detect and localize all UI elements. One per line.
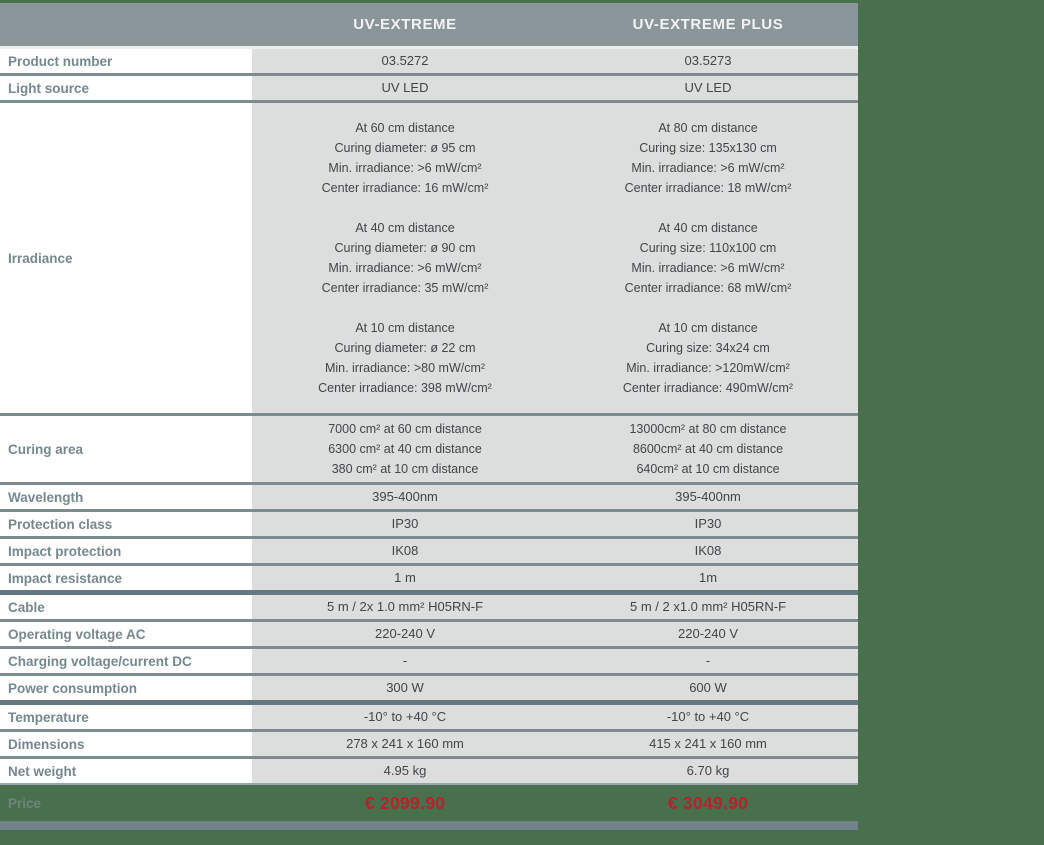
spec-value-line: 220-240 V [375,626,435,641]
spec-value-line: 278 x 241 x 160 mm [346,736,464,751]
spec-value-line: Min. irradiance: >6 mW/cm² [328,161,482,175]
spec-value-line: 220-240 V [678,626,738,641]
spec-value [252,676,558,700]
spec-value [558,539,858,563]
spec-value [558,103,858,413]
spec-value-line: Curing diameter: ø 95 cm [334,141,476,155]
spec-value-line: UV LED [381,80,429,95]
table-row [0,536,858,563]
table-row [0,590,858,619]
spec-value-line: Center irradiance: 18 mW/cm² [624,181,792,195]
price-value-uv-extreme-plus: € 3049.90 [667,792,749,813]
spec-value-line: At 60 cm distance [355,121,455,135]
spec-value-line: 1 m [394,570,416,585]
spec-value [558,566,858,590]
spec-value-line: Curing diameter: ø 22 cm [334,341,476,355]
spec-value-line [558,298,858,318]
spec-value [558,676,858,700]
spec-label: Temperature [0,705,252,729]
spec-value [252,485,558,509]
column-header-uv-extreme-plus: UV-EXTREME PLUS [632,16,784,33]
spec-value-line: Curing diameter: ø 90 cm [334,241,476,255]
spec-value-line: Min. irradiance: >6 mW/cm² [631,261,785,275]
spec-value-line: 03.5272 [381,53,429,68]
spec-value-line: 8600cm² at 40 cm distance [632,442,784,456]
column-header-uv-extreme: UV-EXTREME [353,16,457,33]
spec-value-line: At 80 cm distance [658,121,758,135]
spec-label: Wavelength [0,485,252,509]
spec-value-line: Center irradiance: 68 mW/cm² [624,281,792,295]
spec-value-line: IP30 [391,516,419,531]
spec-value-line: At 40 cm distance [355,221,455,235]
spec-value [252,622,558,646]
spec-value-line: -10° to +40 °C [363,709,447,724]
table-row [0,100,858,413]
spec-value [558,705,858,729]
spec-value-line: -10° to +40 °C [666,709,750,724]
table-row [0,619,858,646]
spec-label: Impact protection [0,539,252,563]
price-value-uv-extreme: € 2099.90 [364,792,446,813]
table-row [0,646,858,673]
bottom-accent-bar [0,821,858,830]
spec-value-line: Center irradiance: 490mW/cm² [622,381,794,395]
spec-table [0,3,858,830]
table-header [0,3,858,46]
spec-value-line: At 10 cm distance [658,321,758,335]
spec-value-line: 640cm² at 10 cm distance [636,462,780,476]
spec-value-line: At 10 cm distance [355,321,455,335]
spec-value-line: Center irradiance: 398 mW/cm² [318,381,492,395]
spec-value-line: IK08 [694,543,722,558]
spec-value-line: - [402,653,408,668]
spec-label: Protection class [0,512,252,536]
spec-value [252,49,558,73]
price-label: Price [8,795,42,811]
table-row [0,700,858,729]
spec-label: Product number [0,49,252,73]
table-row [0,509,858,536]
spec-label: Light source [0,76,252,100]
price-row [0,785,858,821]
spec-value-line: 13000cm² at 80 cm distance [629,422,787,436]
spec-value [558,595,858,619]
spec-value-line: 1m [698,570,718,585]
spec-label: Net weight [0,759,252,783]
spec-value [252,512,558,536]
spec-value-line: 380 cm² at 10 cm distance [331,462,479,476]
table-row [0,756,858,783]
spec-value [558,76,858,100]
spec-value-line: 03.5273 [684,53,732,68]
spec-value-line: 4.95 kg [383,763,427,778]
spec-table-body [0,46,858,785]
spec-label: Operating voltage AC [0,622,252,646]
spec-label: Curing area [0,416,252,482]
spec-value-line: 6.70 kg [686,763,730,778]
spec-value-line: Min. irradiance: >120mW/cm² [626,361,790,375]
spec-value [252,759,558,783]
spec-value-line: Min. irradiance: >80 mW/cm² [324,361,486,375]
table-row [0,73,858,100]
spec-value-line: UV LED [684,80,732,95]
header-spacer [0,3,252,46]
spec-value [558,759,858,783]
spec-value [252,649,558,673]
spec-value [558,485,858,509]
spec-value-line: Curing size: 135x130 cm [639,141,777,155]
spec-value-line: 600 W [689,680,727,695]
spec-value-line [252,198,558,218]
spec-label: Dimensions [0,732,252,756]
spec-value [558,732,858,756]
spec-value [252,595,558,619]
spec-label: Impact resistance [0,566,252,590]
spec-label: Irradiance [0,103,252,413]
spec-label: Cable [0,595,252,619]
spec-value-line: 7000 cm² at 60 cm distance [328,422,482,436]
spec-value-line: IP30 [694,516,722,531]
spec-value-line [558,198,858,218]
spec-value [558,649,858,673]
spec-value-line: IK08 [391,543,419,558]
spec-value-line: 395-400nm [675,489,741,504]
spec-label: Power consumption [0,676,252,700]
spec-value-line: Curing size: 34x24 cm [646,341,770,355]
spec-value-line: Center irradiance: 35 mW/cm² [321,281,489,295]
spec-value-line [252,298,558,318]
spec-value-line: Min. irradiance: >6 mW/cm² [328,261,482,275]
spec-value [252,539,558,563]
spec-value-line: 415 x 241 x 160 mm [649,736,767,751]
spec-value-line: 5 m / 2x 1.0 mm² H05RN-F [326,599,484,614]
spec-value-line: 6300 cm² at 40 cm distance [328,442,482,456]
spec-value [558,416,858,482]
spec-value [252,76,558,100]
table-row [0,46,858,73]
spec-value-line: Center irradiance: 16 mW/cm² [321,181,489,195]
spec-label: Charging voltage/current DC [0,649,252,673]
table-row [0,729,858,756]
spec-value [252,103,558,413]
spec-value-line: Min. irradiance: >6 mW/cm² [631,161,785,175]
spec-value-line: 300 W [386,680,424,695]
spec-value-line: 5 m / 2 x1.0 mm² H05RN-F [629,599,787,614]
spec-value-line: Curing size: 110x100 cm [639,241,777,255]
spec-value-line: 395-400nm [372,489,438,504]
spec-value [558,622,858,646]
spec-value-line: - [705,653,711,668]
spec-value [558,512,858,536]
table-row [0,563,858,590]
spec-value-line: At 40 cm distance [658,221,758,235]
spec-value [252,566,558,590]
spec-value [558,49,858,73]
spec-value [252,416,558,482]
table-row [0,482,858,509]
table-row [0,413,858,482]
spec-value [252,705,558,729]
spec-value [252,732,558,756]
table-row [0,673,858,700]
